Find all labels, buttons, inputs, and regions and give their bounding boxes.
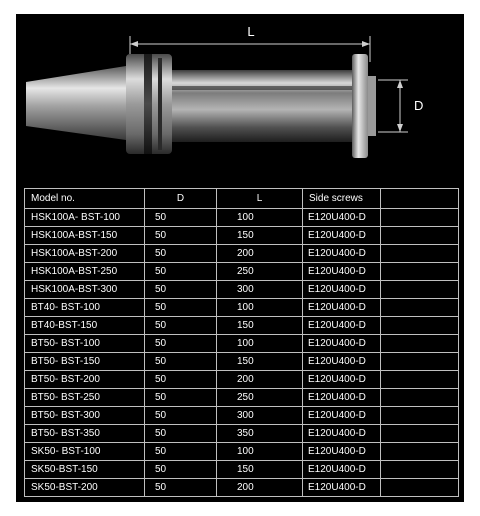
cell-l: 200 bbox=[217, 479, 303, 497]
table-row bbox=[25, 335, 459, 353]
table-row bbox=[25, 263, 459, 281]
cell-model: SK50- BST-100 bbox=[25, 443, 145, 461]
cell-extra bbox=[381, 263, 459, 281]
boring-bar-holder-drawing bbox=[16, 14, 464, 186]
cell-d: 50 bbox=[145, 407, 217, 425]
cell-d: 50 bbox=[145, 317, 217, 335]
table-row bbox=[25, 227, 459, 245]
cell-side-screws: E120U400-D bbox=[303, 479, 381, 497]
table-row bbox=[25, 245, 459, 263]
cell-d: 50 bbox=[145, 299, 217, 317]
table-row bbox=[25, 461, 459, 479]
front-spigot bbox=[368, 76, 376, 136]
cell-side-screws: E120U400-D bbox=[303, 263, 381, 281]
cell-extra bbox=[381, 353, 459, 371]
cell-side-screws: E120U400-D bbox=[303, 317, 381, 335]
cell-extra bbox=[381, 407, 459, 425]
cell-l: 100 bbox=[217, 335, 303, 353]
cell-side-screws: E120U400-D bbox=[303, 371, 381, 389]
cell-extra bbox=[381, 317, 459, 335]
cell-d: 50 bbox=[145, 335, 217, 353]
header-l: L bbox=[217, 189, 303, 209]
cell-model: SK50-BST-200 bbox=[25, 479, 145, 497]
body-shadow-line bbox=[172, 86, 352, 90]
cell-extra bbox=[381, 335, 459, 353]
cell-l: 100 bbox=[217, 209, 303, 227]
cell-side-screws: E120U400-D bbox=[303, 227, 381, 245]
table-row bbox=[25, 389, 459, 407]
cell-d: 50 bbox=[145, 263, 217, 281]
header-extra bbox=[381, 189, 459, 209]
taper-shank bbox=[26, 66, 126, 140]
table-row bbox=[25, 407, 459, 425]
product-spec-panel bbox=[16, 14, 464, 502]
cell-side-screws: E120U400-D bbox=[303, 389, 381, 407]
table-row bbox=[25, 209, 459, 227]
cell-extra bbox=[381, 209, 459, 227]
flange-ring bbox=[158, 58, 162, 150]
cell-side-screws: E120U400-D bbox=[303, 407, 381, 425]
extension-body bbox=[172, 70, 352, 142]
cell-l: 150 bbox=[217, 227, 303, 245]
cell-l: 150 bbox=[217, 353, 303, 371]
cell-model: HSK100A-BST-300 bbox=[25, 281, 145, 299]
spec-table bbox=[24, 188, 459, 497]
cell-side-screws: E120U400-D bbox=[303, 461, 381, 479]
cell-l: 150 bbox=[217, 461, 303, 479]
cell-model: SK50-BST-150 bbox=[25, 461, 145, 479]
table-row bbox=[25, 371, 459, 389]
cell-model: BT40- BST-100 bbox=[25, 299, 145, 317]
cell-model: BT50- BST-300 bbox=[25, 407, 145, 425]
cell-extra bbox=[381, 227, 459, 245]
cell-side-screws: E120U400-D bbox=[303, 299, 381, 317]
cell-extra bbox=[381, 425, 459, 443]
cell-d: 50 bbox=[145, 389, 217, 407]
header-model: Model no. bbox=[25, 189, 145, 209]
cell-extra bbox=[381, 299, 459, 317]
cell-model: BT50- BST-100 bbox=[25, 335, 145, 353]
cell-l: 250 bbox=[217, 263, 303, 281]
cell-model: BT50- BST-200 bbox=[25, 371, 145, 389]
cell-model: HSK100A-BST-250 bbox=[25, 263, 145, 281]
cell-d: 50 bbox=[145, 245, 217, 263]
table-header-row bbox=[25, 189, 459, 209]
cell-d: 50 bbox=[145, 353, 217, 371]
cell-extra bbox=[381, 461, 459, 479]
cell-d: 50 bbox=[145, 425, 217, 443]
v-groove bbox=[144, 54, 152, 154]
cell-side-screws: E120U400-D bbox=[303, 425, 381, 443]
cell-d: 50 bbox=[145, 371, 217, 389]
cell-l: 200 bbox=[217, 245, 303, 263]
cell-extra bbox=[381, 245, 459, 263]
spec-table-body bbox=[25, 209, 459, 497]
front-flange bbox=[352, 54, 368, 158]
cell-l: 300 bbox=[217, 407, 303, 425]
cell-l: 200 bbox=[217, 371, 303, 389]
cell-model: BT50- BST-250 bbox=[25, 389, 145, 407]
cell-extra bbox=[381, 371, 459, 389]
cell-side-screws: E120U400-D bbox=[303, 443, 381, 461]
diameter-label: D bbox=[414, 98, 424, 113]
cell-model: HSK100A-BST-150 bbox=[25, 227, 145, 245]
table-row bbox=[25, 425, 459, 443]
cell-extra bbox=[381, 389, 459, 407]
cell-extra bbox=[381, 479, 459, 497]
table-row bbox=[25, 299, 459, 317]
table-row bbox=[25, 353, 459, 371]
table-row bbox=[25, 317, 459, 335]
cell-side-screws: E120U400-D bbox=[303, 281, 381, 299]
cell-l: 100 bbox=[217, 443, 303, 461]
cell-l: 250 bbox=[217, 389, 303, 407]
table-row bbox=[25, 479, 459, 497]
length-label: L bbox=[247, 24, 255, 39]
cell-side-screws: E120U400-D bbox=[303, 245, 381, 263]
cell-l: 300 bbox=[217, 281, 303, 299]
cell-model: BT50- BST-150 bbox=[25, 353, 145, 371]
cell-d: 50 bbox=[145, 443, 217, 461]
header-d: D bbox=[145, 189, 217, 209]
header-side-screws: Side screws bbox=[303, 189, 381, 209]
cell-d: 50 bbox=[145, 281, 217, 299]
cell-model: BT40-BST-150 bbox=[25, 317, 145, 335]
cell-d: 50 bbox=[145, 461, 217, 479]
cell-d: 50 bbox=[145, 479, 217, 497]
diameter-dimension bbox=[378, 80, 408, 132]
cell-extra bbox=[381, 281, 459, 299]
table-row bbox=[25, 281, 459, 299]
cell-side-screws: E120U400-D bbox=[303, 209, 381, 227]
cell-d: 50 bbox=[145, 209, 217, 227]
cell-d: 50 bbox=[145, 227, 217, 245]
cell-side-screws: E120U400-D bbox=[303, 335, 381, 353]
cell-l: 100 bbox=[217, 299, 303, 317]
cell-l: 350 bbox=[217, 425, 303, 443]
cell-side-screws: E120U400-D bbox=[303, 353, 381, 371]
cell-l: 150 bbox=[217, 317, 303, 335]
cell-model: HSK100A- BST-100 bbox=[25, 209, 145, 227]
cell-extra bbox=[381, 443, 459, 461]
cell-model: BT50- BST-350 bbox=[25, 425, 145, 443]
cell-model: HSK100A-BST-200 bbox=[25, 245, 145, 263]
table-row bbox=[25, 443, 459, 461]
